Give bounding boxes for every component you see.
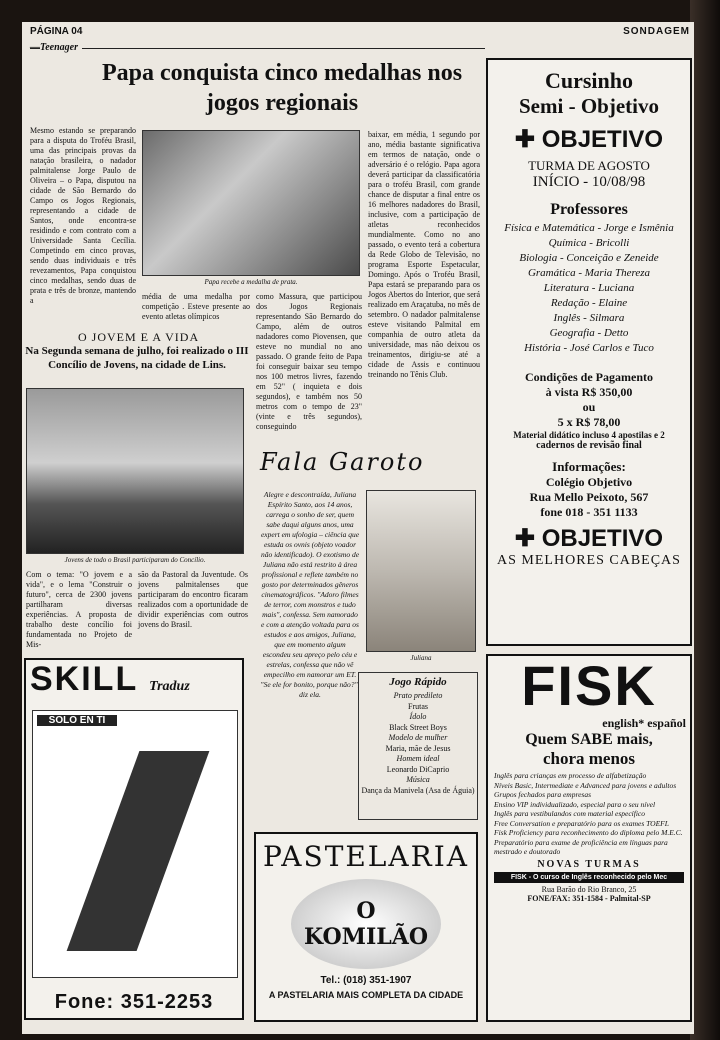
skill-brand: SKILL Traduz [30, 660, 190, 698]
prof-title: Professores [550, 201, 628, 218]
prof-item: História - José Carlos e Tuco [524, 342, 654, 354]
article-col-3: como Massura, que participou dos Jogos Regionais representando São Bernardo do Campo, além de outros nadadores como Piovensen, que esteve no mundial no ano passado. O grande feito de Papa foi conseguir baixar seu tempo nos 100 metros livres, fazendo em 52" ( inquieta e dois segundos), e também nos 50 metros com o tempo de 23" (vinte e três segundos), conseguindo [256, 292, 362, 431]
jogo-item: Música [406, 775, 430, 784]
fisk-fone: FONE/FAX: 351-1584 - Palmital-SP [527, 893, 651, 903]
cond-ou: ou [582, 400, 596, 414]
objetivo-logo: ✚ OBJETIVO [514, 126, 664, 153]
jogo-item: Maria, mãe de Jesus [385, 743, 451, 753]
article-col-1: Mesmo estando se preparando para a disputa do Troféu Brasil, uma das principais provas da natação brasileira, o nadador palmitalense Jorge Paulo de Oliveira – o Papa, disputou na cidade de São Bernardo do Campo os Jogos Regionais, representando a cidade de Santos, onde encontra-se residindo e com contrato com a Universidade Santa Cecília. Competindo em cinco provas, sendo duas individuais e três revezamentos, Papa conquistou cinco medalhas, sendo duas de prata e três de bronze, mantendo a [30, 126, 136, 305]
fisk-item: Ensino VIP individualizado, especial para o seu nível [494, 799, 656, 809]
cond-title: Condições de Pagamento [525, 370, 653, 384]
concilio-caption: Jovens de todo o Brasil participaram do Concílio. [64, 556, 206, 564]
objetivo-ad [486, 58, 692, 646]
papa-photo [142, 130, 360, 276]
prof-item: Inglês - Silmara [553, 312, 625, 324]
fisk-quem: Quem SABE mais, [525, 731, 653, 748]
page-number: PÁGINA 04 [30, 26, 83, 37]
info-colegio: Colégio Objetivo [545, 475, 633, 489]
fisk-item: Free Conversation e preparatório para os exames TOEFL [494, 818, 669, 828]
skill-lyrics [32, 710, 238, 978]
jogo-title: Jogo Rápido [389, 676, 447, 688]
objetivo-title2: Semi - Objetivo [519, 94, 659, 118]
cond-vista: à vista R$ 350,00 [545, 385, 633, 399]
jogo-item: Frutas [408, 701, 428, 711]
prof-item: Literatura - Luciana [543, 282, 635, 294]
prof-item: Física e Matemática - Jorge e Ismênia [504, 222, 674, 234]
skill-ad [24, 658, 244, 1020]
pastelaria-name: PASTELARIA [263, 840, 469, 873]
section-tag: —Teenager [30, 42, 485, 54]
info-rua: Rua Mello Peixoto, 567 [529, 490, 649, 504]
book-spine [690, 0, 720, 1040]
cond-parc: 5 x R$ 78,00 [557, 415, 621, 429]
material-1: Material didático incluso 4 apostilas e 2 [513, 430, 665, 440]
prof-item: Biologia - Conceição e Zeneide [519, 252, 659, 264]
fisk-novas: NOVAS TURMAS [537, 858, 641, 870]
jogo-item: Leonardo DiCaprio [386, 764, 450, 774]
objetivo-inicio: INÍCIO - 10/08/98 [532, 174, 646, 190]
fala-title: Fala Garoto [260, 448, 425, 476]
prof-list [488, 221, 690, 356]
info-title: Informações: [552, 459, 626, 474]
objetivo-turma: TURMA DE AGOSTO [528, 158, 650, 173]
pastelaria-slogan: A PASTELARIA MAIS COMPLETA DA CIDADE [268, 990, 464, 1000]
material-2: cadernos de revisão final [536, 440, 642, 451]
skill-fone: Fone: 351-2253 [54, 991, 214, 1013]
pastelaria-logo: O KOMILÃO [291, 879, 441, 969]
fisk-item: Fisk Proficiency para reconhecimento do diploma pelo M.E.C. [494, 828, 683, 837]
fisk-sub: english* español [602, 716, 686, 730]
objetivo-slogan: AS MELHORES CABEÇAS [497, 553, 681, 568]
prof-item: Geografia - Detto [549, 327, 629, 339]
article-col-4: baixar, em média, 1 segundo por ano, média bastante significativa em termos de natação, onde o adversário é o relógio. Papa agora deverá participar da classificatória para o troféu Brasil, com grande chance de disputar a final entre os 16 melhores nadadores do Brasil, inclusive, com a participação de atletas reconhecidos mundialmente. Como no ano passado, o evento terá a cobertura da Rede Globo de Televisão, no programa Esporte Espetacular, Domingo. Após o Troféu Brasil, Papa estará se preparando para os Jogos Abertos do Interior, que será realizado em Araçatuba, no mês de setembro. O nadador palmitalense esteve visitando Palmital em companhia de outro atleta da universidade, mas não deixou os treinamentos, dirigiu-se até a cidade de Assis e continuou treinando no Tênis Club. [368, 130, 480, 379]
page-header [30, 24, 690, 40]
article2-col-2: são da Pastoral da Juventude. Os jovens palmitalenses que participaram do encontro ficaram realizados com a oportunidade de dividir experiências com outros jovens do Brasil. [138, 570, 248, 629]
skill-logo-icon [67, 751, 210, 951]
objetivo-logo-2: ✚ OBJETIVO [514, 525, 664, 552]
objetivo-logo-icon: ✚ [514, 525, 536, 552]
prof-item: Redação - Elaine [550, 297, 628, 309]
papa-caption: Papa recebe a medalha de prata. [204, 278, 298, 286]
article2-headline: Na Segunda semana de julho, foi realizado o III Concílio de Jovens, na cidade de Lins. [25, 345, 249, 371]
jogo-item: Prato predileto [393, 691, 443, 700]
pastelaria-ad [254, 832, 478, 1022]
fisk-ad [486, 654, 692, 1022]
article2-section: O JOVEM E A VIDA [78, 330, 200, 344]
objetivo-title1: Cursinho [544, 68, 634, 93]
jogo-item: Dança da Manivela (Asa de Águia) [361, 785, 475, 795]
fisk-items [488, 769, 690, 859]
prof-item: Química - Bricolli [548, 237, 630, 249]
juliana-photo [366, 490, 476, 652]
fisk-chora: chora menos [542, 749, 636, 768]
fisk-brand: FISK [521, 654, 657, 717]
objetivo-logo-icon: ✚ [514, 126, 536, 153]
jogo-item: Homem ideal [396, 754, 440, 763]
pastelaria-tel: Tel.: (018) 351-1907 [320, 975, 412, 986]
fala-text: Alegre e descontraída, Juliana Espírito Santo, aos 14 anos, carrega o sonho de ser, quem sabe daqui alguns anos, uma expert em ufologia – ciência que estuda os ovnis (objeto voador não identificado). O exotismo de Juliana não está restrito à área profissional e reflete também no gosto por determinados gêneros cinematográficos. "Adoro filmes de terror, com monstros e tudo mais", confessa. Sem namorado e com a atenção voltada para os estudos e aos amigos, Juliana, que em momento algum escondeu seu apreço pelo céu e estrelas, confessa que não vê empecilho em namorar um ET. "Se ele for bonito, porque não?", diz ela. [260, 490, 360, 699]
fisk-item: Preparatório para exame de proficiência em línguas para mestrado e doutorado [494, 837, 668, 856]
article2-col-1: Com o tema: "O jovem e a vida", e o lema "Construir o futuro", cerca de 2300 jovens partilharam diversas experiências. A proposta de trabalho deste concílio foi fundamentada no Projeto de Mis- [26, 570, 132, 649]
article-col-2: média de uma medalha por competição . Esteve presente ao evento atletas olímpicos [142, 292, 250, 321]
jogo-rapido-box [358, 672, 478, 820]
fisk-item: Níveis Basic, Intermediate e Advanced para jovens e adultos [494, 780, 677, 790]
concilio-photo [26, 388, 244, 554]
fisk-item: Inglês para vestibulandos com material específico [494, 809, 646, 818]
fisk-rua: Rua Barão do Rio Branco, 25 [541, 884, 637, 894]
article-title: Papa conquista cinco medalhas nos jogos regionais [101, 60, 463, 116]
fisk-item: Grupos fechados para empresas [494, 790, 592, 799]
section-name: SONDAGEM [623, 26, 690, 37]
juliana-caption: Juliana [410, 654, 432, 662]
info-fone: fone 018 - 351 1133 [540, 505, 638, 519]
prof-item: Gramática - Maria Thereza [527, 267, 651, 279]
jogo-item: Modelo de mulher [388, 733, 448, 742]
jogo-item: Black Street Boys [389, 722, 447, 732]
newspaper-page [22, 22, 694, 1034]
jogo-item: Ídolo [409, 712, 427, 721]
song-title: SOLO EN TI [37, 715, 117, 726]
fisk-item: Inglês para crianças em processo de alfabetização [494, 771, 647, 780]
fisk-bar: FISK - O curso de Inglês reconhecido pelo Mec [494, 872, 684, 883]
